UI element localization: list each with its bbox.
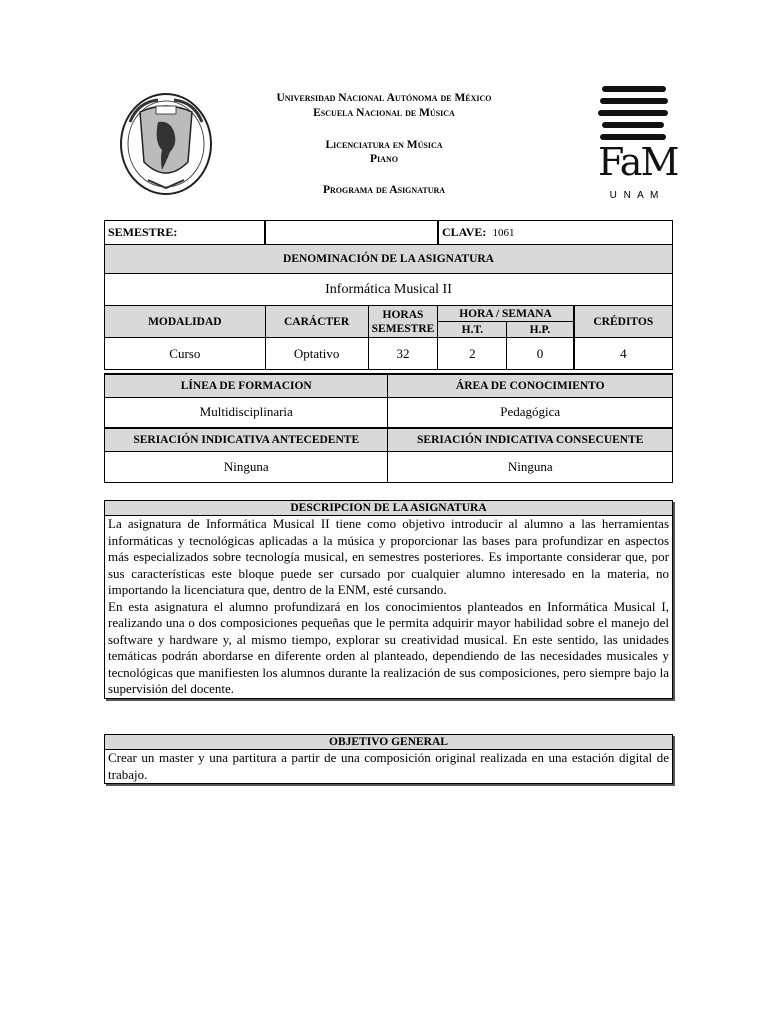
consecuente-label: SERIACIÓN INDICATIVA CONSECUENTE: [388, 428, 673, 451]
descripcion-paragraph-2: En esta asignatura el alumno profundizará en los conocimientos planteados en Informática Musical I, realizando una o dos composiciones pequeñas que le permita adquirir mayor habilidad sobre el manejo del software y hardware y, al mismo tiempo, explorar su creatividad musical. En este sentido, las unidades temáticas podrán abordarse en diferente orden al planteado, dependiendo de las necesidades musicales y tecnológicas que manifiesten los alumnos durante la realización de sus composiciones, pero siempre bajo la supervisión del docente.: [108, 598, 669, 696]
horas-semestre-label: HORAS SEMESTRE: [368, 306, 438, 338]
creditos-label: CRÉDITOS: [574, 306, 673, 338]
denominacion-label: DENOMINACIÓN DE LA ASIGNATURA: [105, 245, 673, 274]
instrument-name: Piano: [370, 153, 398, 165]
modalidad-label: MODALIDAD: [105, 306, 266, 338]
linea-value: Multidisciplinaria: [105, 397, 388, 428]
document-title: Programa de Asignatura: [322, 184, 446, 196]
hp-value: 0: [507, 338, 574, 370]
semestre-value: [265, 221, 438, 245]
objetivo-body: Crear un master y una partitura a partir de una composición original realizada en una estación digital de trabajo.: [105, 750, 673, 784]
fam-logo-text: FaM: [598, 140, 678, 184]
ht-label: H.T.: [438, 322, 507, 338]
objetivo-title: OBJETIVO GENERAL: [105, 735, 673, 750]
semestre-label: SEMESTRE:: [105, 221, 266, 245]
descripcion-paragraph-1: La asignatura de Informática Musical II tiene como objetivo introducir al alumno a las herramientas informáticas y tecnológicas aplicadas a la música y proporcionar las bases para profundizar en aspectos más especializados sobre tecnología musical, en semestres posteriores. Es importante considerar que, por sus características este bloque puede ser cursado por cualquier alumno interesado en la materia, no importando la licenciatura que, dentro de la ENM, esté cursando.: [108, 516, 669, 597]
ht-value: 2: [438, 338, 507, 370]
course-info-table: [104, 220, 673, 370]
caracter-label: CARÁCTER: [265, 306, 368, 338]
linea-label: LÍNEA DE FORMACION: [105, 374, 388, 397]
university-name: Universidad Nacional Autónoma de México: [276, 92, 492, 104]
consecuente-value: Ninguna: [388, 451, 673, 482]
descripcion-body: [105, 516, 673, 699]
school-name: Escuela Nacional de Música: [313, 107, 455, 119]
fam-unam-logo-icon: [594, 84, 678, 206]
clave-cell: [438, 221, 673, 245]
hora-semana-label: HORA / SEMANA: [438, 306, 574, 322]
caracter-value: Optativo: [265, 338, 368, 370]
area-value: Pedagógica: [388, 397, 673, 428]
descripcion-table: [104, 500, 673, 699]
degree-name: Licenciatura en Música: [325, 139, 443, 151]
clave-label: CLAVE:: [441, 225, 487, 239]
creditos-value: 4: [574, 338, 673, 370]
antecedente-value: Ninguna: [105, 451, 388, 482]
antecedente-label: SERIACIÓN INDICATIVA ANTECEDENTE: [105, 428, 388, 451]
descripcion-title: DESCRIPCION DE LA ASIGNATURA: [105, 501, 673, 516]
asignatura-name: Informática Musical II: [105, 274, 673, 306]
unam-logo-subtext: U N A M: [609, 190, 661, 201]
modalidad-value: Curso: [105, 338, 266, 370]
objetivo-table: [104, 734, 673, 784]
area-label: ÁREA DE CONOCIMIENTO: [388, 374, 673, 397]
hp-label: H.P.: [507, 322, 574, 338]
clave-value: 1061: [492, 227, 515, 239]
linea-area-table: [104, 373, 673, 483]
horas-semestre-value: 32: [368, 338, 438, 370]
